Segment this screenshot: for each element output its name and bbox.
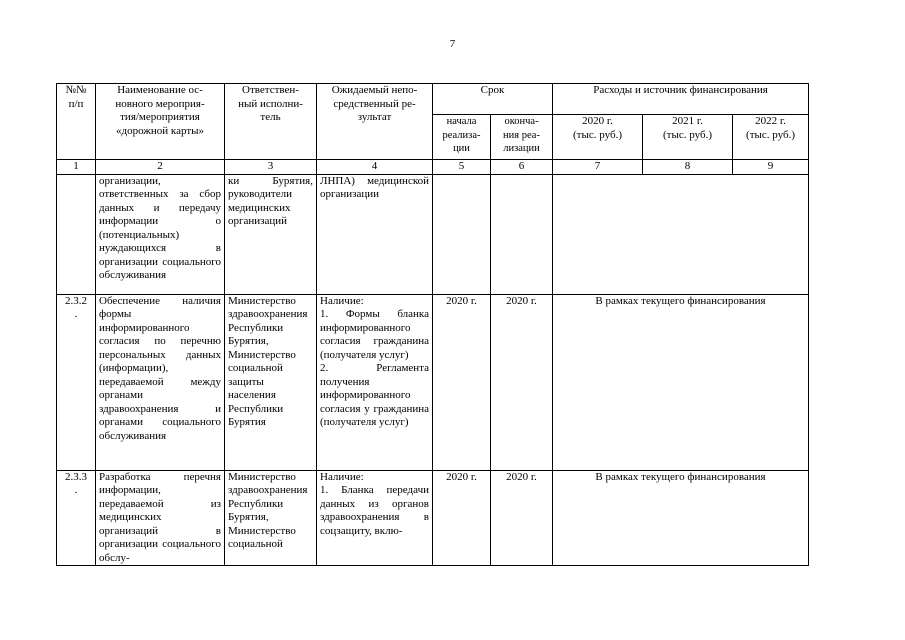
table-row [57, 470, 809, 566]
header-finance-2022: 2022 г. (тыс. руб.) [733, 115, 809, 160]
row-finance: В рамках текущего финансирования [553, 470, 809, 566]
header-term-end: оконча- ния реа- лизации [491, 115, 553, 160]
column-number: 7 [553, 160, 643, 175]
page-number: 7 [449, 38, 456, 50]
header-finance-2020: 2020 г. (тыс. руб.) [553, 115, 643, 160]
row-name: организации, ответственных за сбор данных и передачу информации о (потенциальных) нуждающихся в организации социального обслуживания [96, 174, 225, 294]
row-start [433, 174, 491, 294]
header-number: №№ п/п [57, 84, 96, 160]
row-responsible: Министерство здравоохранения Республики Бурятия, Министерство социальной защиты населения Республики Бурятия [225, 294, 317, 470]
column-number: 4 [317, 160, 433, 175]
result-line: Наличие: [320, 294, 364, 307]
row-responsible: ки Бурятия, руководители медицинских организаций [225, 174, 317, 294]
row-number: 2.3.3 . [57, 470, 96, 566]
row-responsible: Министерство здравоохранения Республики Бурятия, Министерство социальной [225, 470, 317, 566]
row-end [491, 174, 553, 294]
row-start: 2020 г. [433, 470, 491, 566]
row-number [57, 174, 96, 294]
result-line: Наличие: [320, 470, 364, 483]
header-name: Наименование ос- новного мероприя- тия/мероприятия «дорожной карты» [96, 84, 225, 160]
row-name: Обеспечение наличия формы информированного согласия по перечню персональных данных (информации), передаваемой между органами здравоохранения и органами социального обслуживания [96, 294, 225, 470]
header-result: Ожидаемый непо- средственный ре- зультат [317, 84, 433, 160]
header-term: Срок [433, 84, 553, 115]
table-row [57, 294, 809, 470]
result-line: 2. Регламента получения информированного согласия у гражданина (получателя услуг) [320, 362, 429, 428]
row-finance: В рамках текущего финансирования [553, 294, 809, 470]
column-number: 2 [96, 160, 225, 175]
row-result: ЛНПА) медицинской организации [317, 174, 433, 294]
result-line: 1. Формы бланка информированного согласия гражданина (получателя услуг) [320, 308, 429, 361]
column-number: 8 [643, 160, 733, 175]
row-number: 2.3.2 . [57, 294, 96, 470]
column-number: 3 [225, 160, 317, 175]
row-result [317, 294, 433, 470]
header-finance: Расходы и источник финансирования [553, 84, 809, 115]
column-number: 5 [433, 160, 491, 175]
result-line: 1. Бланка передачи данных из органов здравоохранения в соцзащиту, вклю- [320, 484, 429, 537]
column-number-row [57, 160, 809, 175]
row-result [317, 470, 433, 566]
column-number: 6 [491, 160, 553, 175]
row-end: 2020 г. [491, 294, 553, 470]
row-finance [553, 174, 809, 294]
header-term-start: начала реализа- ции [433, 115, 491, 160]
table-row [57, 174, 809, 294]
header-finance-2021: 2021 г. (тыс. руб.) [643, 115, 733, 160]
header-responsible: Ответствен- ный исполни- тель [225, 84, 317, 160]
row-end: 2020 г. [491, 470, 553, 566]
row-start: 2020 г. [433, 294, 491, 470]
row-name: Разработка перечня информации, передаваемой из медицинских организаций в организации социального обслу- [96, 470, 225, 566]
column-number: 9 [733, 160, 809, 175]
column-number: 1 [57, 160, 96, 175]
roadmap-table [56, 83, 809, 566]
